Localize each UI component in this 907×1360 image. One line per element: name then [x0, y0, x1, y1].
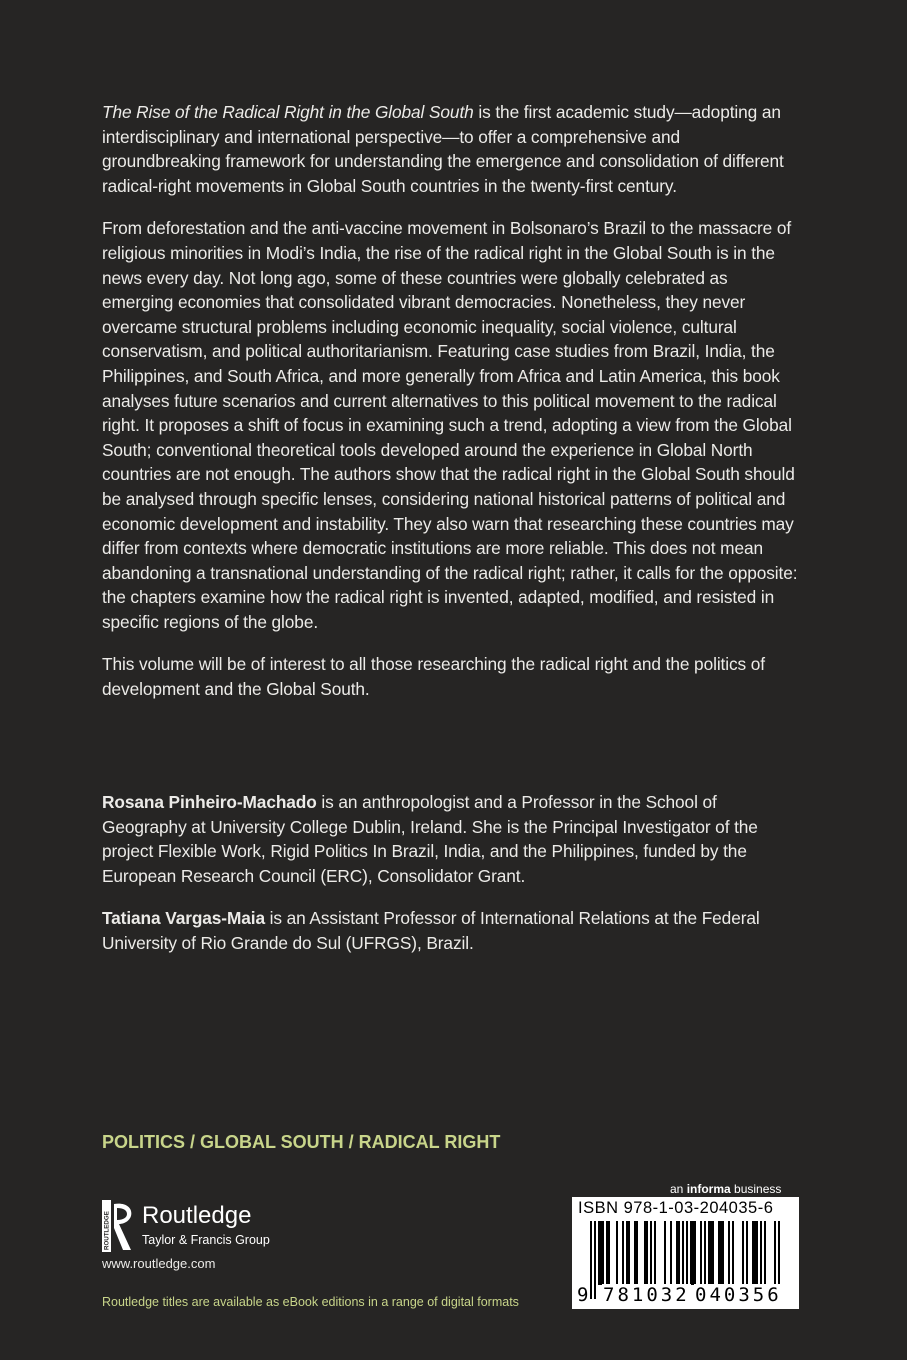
barcode-bar	[626, 1221, 628, 1285]
barcode-digits-left: 781032	[603, 1284, 690, 1306]
barcode-bar	[622, 1221, 624, 1285]
barcode-bar	[608, 1221, 610, 1285]
barcode-bar	[692, 1221, 694, 1285]
publisher-logo	[102, 1200, 402, 1260]
barcode-bar	[670, 1221, 672, 1285]
barcode-bar	[664, 1221, 666, 1285]
barcode-bar	[720, 1221, 722, 1285]
book-title: The Rise of the Radical Right in the Global South	[102, 102, 474, 122]
barcode-bar	[598, 1221, 600, 1285]
informa-business	[670, 1182, 781, 1196]
barcode-digit-first: 9	[577, 1284, 589, 1306]
blurb	[102, 100, 802, 720]
author-bio-2	[102, 906, 802, 955]
barcode-bar	[646, 1221, 648, 1285]
publisher-group: Taylor & Francis Group	[142, 1233, 270, 1247]
barcode-bar	[644, 1221, 646, 1285]
blurb-paragraph-2: From deforestation and the anti-vaccine movement in Bolsonaro’s Brazil to the massacre of religious minorities in Modi’s India, the rise of the radical right in the Global South is in the news every day. Not long ago, some of these countries were globally celebrated as emerging economies that consolidated vibrant democracies. Nonetheless, they never overcame structural problems including economic inequality, social violence, cultural conservatism, and political authoritarianism. Featuring case studies from Brazil, India, the Philippines, and South Africa, and more generally from Africa and Latin America, this book analyses future scenarios and current alternatives to this political movement to the radical right. It proposes a shift of focus in examining such a trend, adopting a view from the Global South; conventional theoretical tools developed around the experience in Global North countries are not enough. The authors show that the radical right in the Global South should be analysed through specific lenses, considering national historical patterns of political and economic development and instability. They also warn that researching these countries may differ from contexts where democratic institutions are more reliable. This does not mean abandoning a transnational understanding of the radical right; rather, it calls for the opposite: the chapters examine how the radical right is invented, adapted, modified, and resisted in specific regions of the globe.	[102, 218, 798, 632]
barcode-bar	[708, 1221, 710, 1285]
barcode-bar	[704, 1221, 706, 1285]
blurb-paragraph-3: This volume will be of interest to all those researching the radical right and the politics of development and the Global South.	[102, 654, 765, 700]
ebook-note: Routledge titles are available as eBook editions in a range of digital formats	[102, 1295, 519, 1309]
barcode-bar	[606, 1221, 608, 1285]
barcode-bar	[636, 1221, 638, 1285]
author-text-2: is an Assistant Professor of International Relations at the Federal University of Rio Grande do Sul (UFRGS), Brazil.	[102, 908, 760, 953]
barcode-bar	[600, 1221, 602, 1285]
barcode-bar	[654, 1221, 656, 1285]
informa-prefix: an	[670, 1182, 687, 1196]
blurb-paragraph-1	[102, 100, 802, 198]
routledge-logo-icon	[102, 1200, 134, 1252]
routledge-vertical-text: ROUTLEDGE	[103, 1211, 111, 1250]
isbn-label: ISBN 978-1-03-204035-6	[578, 1199, 774, 1217]
barcode-bar	[742, 1221, 744, 1285]
subject-categories: POLITICS / GLOBAL SOUTH / RADICAL RIGHT	[102, 1132, 501, 1152]
barcode-bar	[760, 1221, 762, 1285]
barcode-bar	[690, 1221, 692, 1285]
blurb-paragraph-1-text: is the first academic study—adopting an interdisciplinary and international perspective—to offer a comprehensive and groundbreaking framework for understanding the emergence and consolidation of different radical-right movements in Global South countries in the twenty-first century.	[102, 102, 784, 196]
barcode-bar	[616, 1221, 618, 1285]
barcode-bar	[602, 1221, 604, 1285]
barcode-bar	[676, 1221, 678, 1285]
barcode-bar	[754, 1221, 756, 1285]
barcode-bar	[718, 1221, 720, 1285]
barcode-bar	[722, 1221, 724, 1285]
barcode-bar	[628, 1221, 630, 1285]
informa-suffix: business	[730, 1182, 782, 1196]
barcode-bar	[634, 1221, 636, 1285]
barcode-bar	[712, 1221, 714, 1285]
publisher-website[interactable]: www.routledge.com	[102, 1256, 216, 1271]
publisher-name: Routledge	[142, 1202, 252, 1229]
barcode-bar	[710, 1221, 712, 1285]
author-bios	[102, 790, 802, 974]
barcode-bar	[700, 1221, 702, 1285]
author-text-1: is an anthropologist and a Professor in the School of Geography at University College Dublin, Ireland. She is the Principal Investigator of the project Flexible Work, Rigid Politics In Brazil, India, and the Philippines, funded by the European Research Council (ERC), Consolidator Grant.	[102, 792, 758, 886]
barcode-digits	[572, 1284, 799, 1308]
barcode-bar	[732, 1221, 734, 1285]
barcode-bar	[752, 1221, 754, 1285]
barcode-bar	[756, 1221, 758, 1285]
barcode-bar	[650, 1221, 652, 1285]
author-name-1: Rosana Pinheiro-Machado	[102, 792, 317, 812]
barcode-bar	[746, 1221, 748, 1285]
barcode-digits-right: 040356	[695, 1284, 782, 1306]
barcode-bar	[678, 1221, 680, 1285]
author-bio-1	[102, 790, 802, 888]
barcode-bar	[728, 1221, 730, 1285]
informa-bold: informa	[686, 1182, 731, 1196]
barcode-bar	[764, 1221, 766, 1285]
author-name-2: Tatiana Vargas-Maia	[102, 908, 265, 929]
barcode-box	[572, 1197, 799, 1309]
barcode-bar	[694, 1221, 696, 1285]
